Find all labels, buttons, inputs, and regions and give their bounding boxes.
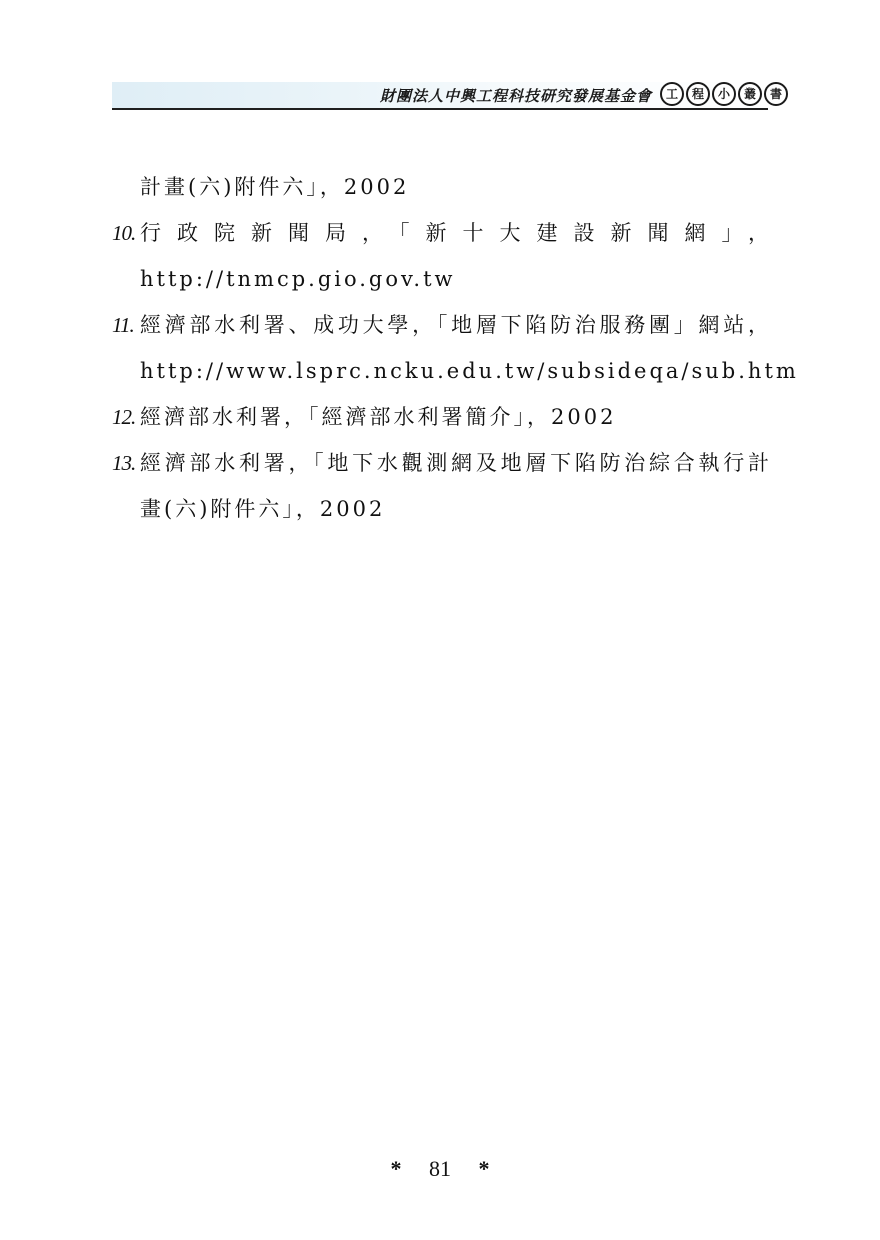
reference-item-12: [112, 394, 772, 440]
header-rule: [112, 108, 768, 110]
reference-text: 行政院新聞局，「新十大建設新聞網」，http://tnmcp.gio.gov.tw: [140, 221, 772, 291]
reference-number: 13.: [112, 451, 136, 475]
reference-list: [112, 164, 799, 532]
series-badge-2: 程: [686, 82, 710, 106]
series-badge-5: 書: [764, 82, 788, 106]
series-badges: [660, 82, 788, 106]
reference-item-10: [112, 210, 772, 302]
reference-text: 經濟部水利署、成功大學，「地層下陷防治服務團」網站，http://www.lsprc.ncku.edu.tw/subsideqa/sub.htm: [140, 313, 799, 383]
series-badge-1: 工: [660, 82, 684, 106]
reference-number: 11.: [112, 313, 134, 337]
reference-number: 12.: [112, 405, 136, 429]
reference-text: 經濟部水利署，「地下水觀測網及地層下陷防治綜合執行計畫(六)附件六」，2002: [140, 451, 772, 521]
reference-item-13: [112, 440, 772, 532]
reference-item-continued: [112, 164, 772, 210]
series-badge-3: 小: [712, 82, 736, 106]
series-badge-4: 叢: [738, 82, 762, 106]
reference-item-11: [112, 302, 799, 394]
reference-text: 經濟部水利署，「經濟部水利署簡介」，2002: [140, 405, 617, 429]
star-left-icon: *: [390, 1156, 402, 1181]
reference-number: 10.: [112, 221, 136, 245]
reference-text: 計畫(六)附件六」，2002: [140, 175, 410, 199]
header-title: 財團法人中興工程科技研究發展基金會: [379, 87, 652, 105]
page-footer: [0, 1156, 880, 1182]
star-right-icon: *: [478, 1156, 490, 1181]
page-number: 81: [429, 1156, 451, 1181]
